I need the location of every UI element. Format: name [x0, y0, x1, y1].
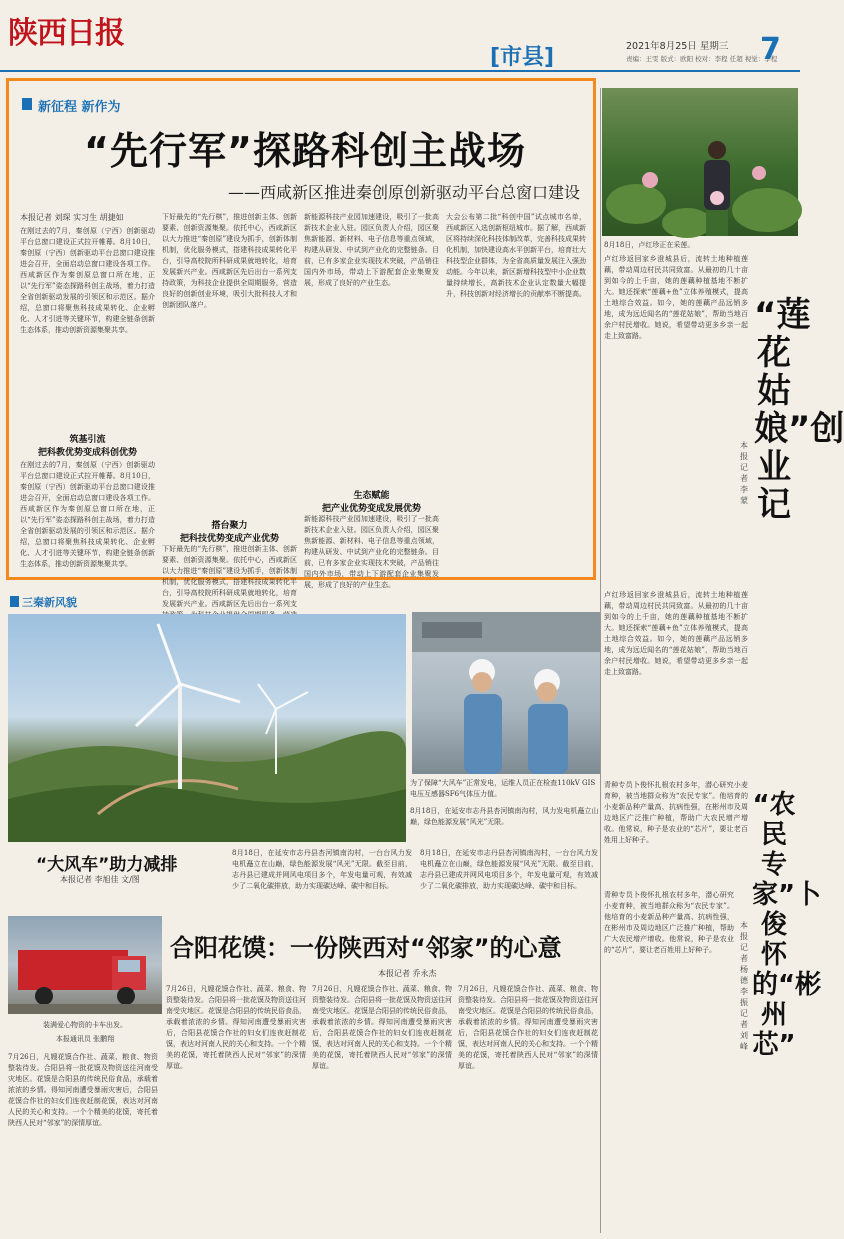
article-headline: “先行军”探路科创主战场: [84, 129, 526, 173]
lotus-field-photo: [602, 88, 798, 236]
column-divider: [600, 88, 601, 1233]
article-column-2b: 下好最先的“先行棋”，推进创新主体、创新要素、创新资源集聚。依托中心，西咸新区以大力推进“秦创原”建设为抓手，创新体制机制，优化服务模式，搭建科技成果转化平台，引导高校院所科研成果就地转化，培育发展新兴产业。西咸新区先后出台一系列支: [162, 545, 297, 608]
wind-story-title: “大风车”助力减排: [36, 855, 178, 875]
truck-photo-byline: 本报通讯员 张鹏翔: [55, 1035, 115, 1043]
editor-credits: 责编：王雯 版式：欧阳 校对：李程 任超 视觉：李程: [626, 55, 778, 63]
farmer-story-text-top: 青种专员卜俊怀扎根农村多年，潜心研究小麦育种，被当地群众称为“农民专家”。他培育的小麦新品种产量高、抗病性强，在彬州市及周边地区广泛推广种植，帮助广大农民增产增收。他常说，种子是农业的“芯片”，要让老百姓用上好种子。: [604, 781, 748, 844]
lotus-story-text: 卢红珍返回家乡澄城县后，流转土地种植莲藕，带动周边村民共同致富。从最初的几十亩到如今的上千亩，她的莲藕种植基地不断扩大。她还探索“莲藕+鱼”立体养殖模式，提高土地综合效益。如今，她的莲藕产品远销多地，成为远近闻名的“莲花姑娘”，帮助当地百余户村民增收。她说，希望带动更多乡亲一起走上致富路。: [604, 255, 748, 340]
article-subtitle-3: 生态赋能 把产业优势变成发展优势: [321, 491, 421, 514]
truck-illustration: [8, 916, 162, 1014]
woman-figure: [698, 138, 736, 236]
farmer-story-byline: 本报记者 杨德 李振 记者 刘峰: [740, 921, 748, 1051]
masthead-rule: [0, 70, 800, 72]
article-subtitle-2: 搭台聚力 把科技优势变成产业优势: [179, 521, 279, 544]
engineers-caption: 为了保障“大风车”正常发电，运维人员正在检查110kV GIS电压互感器SF6气体压力值。: [410, 779, 596, 798]
article-byline: 本报记者 刘琛 实习生 胡捷如: [20, 213, 124, 222]
lotus-story-text-cont: 卢红珍返回家乡澄城县后，流转土地种植莲藕，带动周边村民共同致富。从最初的几十亩到如今的上千亩，她的莲藕种植基地不断扩大。她还探索“莲藕+鱼”立体养殖模式，提高土地综合效益。如今，她的莲藕产品远销多地，成为远近闻名的“莲花姑娘”，帮助当地百余户村民增收。她说，希望带动更多乡亲一起走上致富路。: [604, 591, 748, 676]
article-column-1: 在刚过去的7月，秦创原（宁西）创新驱动平台总窗口建设正式拉开帷幕。8月10日，秦创原（宁西）创新驱动平台总窗口建设推进会召开，全面启动总窗口建设各项工作。西咸新区作为秦创原总窗口所在地，正以“先行军”姿态探路科创主战场，着力打造全省创新驱动发展的引领区和示范区。据介绍，总窗口将聚焦科技成果转化、企业孵化、人才引进等关键环节，构建全链条创新生态体系，推动创新资源集聚共享。: [20, 227, 155, 334]
truck-photo: [8, 916, 162, 1014]
issue-date: 2021年8月25日 星期三: [626, 41, 729, 52]
article-column-1b: 在刚过去的7月，秦创原（宁西）创新驱动平台总窗口建设正式拉开帷幕。8月10日，秦创原（宁西）创新驱动平台总窗口建设推进会召开，全面启动总窗口建设各项工作。西咸新区作为秦创原总窗口所在地，正以“先行军”姿态探路科创主战场，着力打造全省创新驱动发展的引领区和示范区。据介绍，总窗口将聚焦科技成果转化、企业孵化、人才引进等关键环节，构建全链条创新生态体系，推动创新资源集聚共享。: [20, 461, 155, 568]
article-column-4: 大会公布第二批“科创中国”试点城市名单，西咸新区入选创新枢纽城市。据了解，西咸新区将持续深化科技体制改革，完善科技成果转化机制，加快建设高水平创新平台，培育壮大科技型企业群体，为全省高质量发展注入强劲动能。今年以来，新区新增科技型中小企业数量持续增长，高新技术企业认定数量大幅提升，科技创新对经济增长的贡献率不断提高。: [446, 213, 586, 298]
article-kicker: 新征程 新作为: [38, 100, 121, 115]
page-number: 7: [760, 32, 781, 67]
section-marker: [10, 596, 19, 607]
lotus-photo-caption: 8月18日，卢红珍正在采莲。: [604, 241, 695, 249]
newspaper-logo: 陕西日报: [8, 16, 124, 51]
wind-photo-caption: 8月18日，在延安市志丹县杏河镇南沟村，风力发电机矗立山巅，绿色能源发展“风光”无限。: [410, 807, 599, 826]
article-column-3: 新能源科技产业园加速建设，吸引了一批高新技术企业入驻。园区负责人介绍，园区聚焦新能源、新材料、电子信息等重点领域，构建从研发、中试到产业化的完整链条。目前，已有多家企业实现技术突破，产品销往国内外市场，带动上下游配套企业集聚发展，形成了良好的产业生态。: [304, 213, 439, 287]
article-column-2: 下好最先的“先行棋”，推进创新主体、创新要素、创新资源集聚。依托中心，西咸新区以大力推进“秦创原”建设为抓手，创新体制机制，优化服务模式，搭建科技成果转化平台，引导高校院所科研成果就地转化，培育发展新兴产业。西咸新区先后出台一系列支持政策，为科技企业提供全周期服务，营造良好的创新创业环境，吸引大批科技人才和创新团队落户。: [162, 213, 297, 309]
wind-story-text-1: 8月18日，在延安市志丹县杏河镇南沟村，一台台风力发电机矗立在山巅，绿色能源发展“风光”无限。截至目前，志丹县已建成并网风电项目多个，年发电量可观，有效减少了二氧化碳排放，助力实现碳达峰、碳中和目标。: [232, 849, 412, 890]
lotus-story-byline: 本报记者 李蒙: [740, 441, 748, 505]
kicker-marker: [22, 98, 32, 110]
farmer-story-title: “农民专家”卜俊怀的“彬州芯”: [752, 790, 822, 1060]
wind-story-text-2: 8月18日，在延安市志丹县杏河镇南沟村，一台台风力发电机矗立在山巅，绿色能源发展“风光”无限。截至目前，志丹县已建成并网风电项目多个，年发电量可观，有效减少了二氧化碳排放，助力实现碳达峰、碳中和目标。: [420, 849, 598, 890]
lotus-story-title: “莲花姑娘”创业记: [754, 295, 844, 525]
section-tag: [市县]: [490, 45, 555, 70]
article-subtitle-1: 筑基引流 把科教优势变成科创优势: [37, 435, 137, 458]
truck-caption: 装满爱心物资的卡车出发。: [43, 1021, 127, 1029]
heyang-story-byline: 本报记者 乔永杰: [378, 969, 437, 978]
article-subhead: ——西咸新区推进秦创原创新驱动平台总窗口建设: [227, 183, 580, 202]
heyang-column-2: 7月26日，凡嫂花馍合作社、蔬菜、粮食、物资整装待发。合阳县将一批花馍及物资送往河南受灾地区。花馍是合阳县的传统民俗食品，承载着浓浓的乡情。得知河南遭受暴雨灾害后，合阳县花馍合作社的妇女们连夜赶制花馍，表达对河南人民的关心和支持。一个个精美的花馍，寄托着陕西人民对“邻家”的深情厚谊。: [166, 985, 306, 1070]
heyang-column-1: 7月26日，凡嫂花馍合作社、蔬菜、粮食、物资整装待发。合阳县将一批花馍及物资送往河南受灾地区。花馍是合阳县的传统民俗食品，承载着浓浓的乡情。得知河南遭受暴雨灾害后，合阳县花馍合作社的妇女们连夜赶制花馍，表达对河南人民的关心和支持。一个个精美的花馍，寄托着陕西人民对“邻家”的深情厚谊。: [8, 1053, 158, 1127]
section-label: 三秦新风貌: [22, 596, 77, 609]
wind-turbine-illustration: [8, 614, 406, 842]
heyang-column-4: 7月26日，凡嫂花馍合作社、蔬菜、粮食、物资整装待发。合阳县将一批花馍及物资送往河南受灾地区。花馍是合阳县的传统民俗食品，承载着浓浓的乡情。得知河南遭受暴雨灾害后，合阳县花馍合作社的妇女们连夜赶制花馍，表达对河南人民的关心和支持。一个个精美的花馍，寄托着陕西人民对“邻家”的深情厚谊。: [458, 985, 598, 1070]
engineers-illustration: [412, 612, 600, 774]
section-banner: [6, 594, 596, 610]
heyang-story-title: 合阳花馍：一份陕西对“邻家”的心意: [170, 934, 562, 962]
article-column-3b: 新能源科技产业园加速建设，吸引了一批高新技术企业入驻。园区负责人介绍，园区聚焦新能源、新材料、电子信息等重点领域，构建从研发、中试到产业化的完整链条。目前，已有多家企业实现技术突破，产品销往国内外市场，带动上下游配套企业集聚发展，形成了良好的产业生态。: [304, 515, 439, 589]
wind-story-byline: 本报记者 李旭佳 文/图: [60, 875, 140, 884]
engineers-photo: [412, 612, 600, 774]
heyang-column-3: 7月26日，凡嫂花馍合作社、蔬菜、粮食、物资整装待发。合阳县将一批花馍及物资送往河南受灾地区。花馍是合阳县的传统民俗食品，承载着浓浓的乡情。得知河南遭受暴雨灾害后，合阳县花馍合作社的妇女们连夜赶制花馍，表达对河南人民的关心和支持。一个个精美的花馍，寄托着陕西人民对“邻家”的深情厚谊。: [312, 985, 452, 1070]
wind-turbine-photo: [8, 614, 406, 842]
farmer-story-text: 青种专员卜俊怀扎根农村多年，潜心研究小麦育种，被当地群众称为“农民专家”。他培育的小麦新品种产量高、抗病性强，在彬州市及周边地区广泛推广种植，帮助广大农民增产增收。他常说，种子是农业的“芯片”，要让老百姓用上好种子。: [604, 891, 734, 954]
